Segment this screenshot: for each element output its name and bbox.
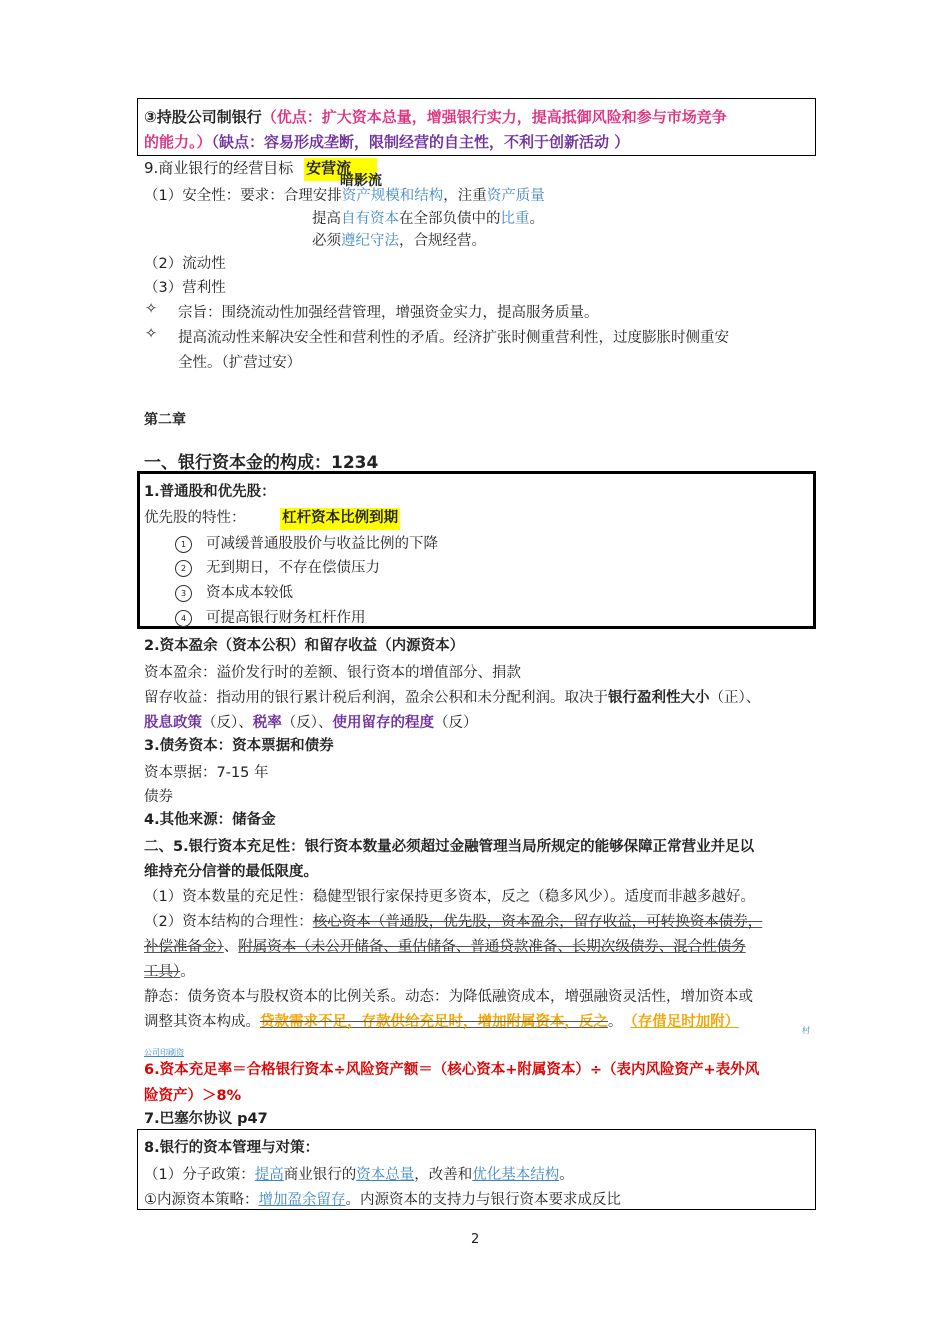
section2-title: 2.资本盈余（资本公积）和留存收益（内源资本） [144,638,465,654]
pref-item-1-text: 可减缓普通股股价与收益比例的下降 [206,536,438,552]
pref-item-4-text: 可提高银行财务杠杆作用 [206,610,366,626]
bullet-2-text-1: 提高流动性来解决安全性和营利性的矛盾。经济扩张时侧重营利性，过度膨胀时侧重安 [178,330,729,346]
surplus-line: 资本盈余：溢价发行时的差额、银行资本的增值部分、捐款 [144,665,521,681]
numerator-mid: 商业银行的 [283,1167,357,1183]
pref-label: 优先股的特性： [144,510,246,526]
safety2-end: 。 [529,211,544,227]
tax-rate: 税率 [252,715,282,731]
safety-line-3 [312,229,486,250]
item9-label: 9.商业银行的经营目标 [144,159,294,177]
box8-line-2 [144,1188,621,1209]
safety-label: （1）安全性：要求：合理安排 [144,188,342,204]
section3-title: 3.债务资本：资本票据和债券 [144,738,334,754]
dividend-policy: 股息政策 [144,715,202,731]
retention-usage: 使用留存的程度 [332,715,434,731]
liquidity-item: （2）流动性 [144,256,226,272]
section5-title-2: 维持充分信誉的最低限度。 [144,864,318,880]
basel-accord: 7.巴塞尔协议 p47 [144,1111,268,1127]
pref-item-3 [175,581,293,602]
numerator-end: 。 [559,1167,574,1183]
safety-line-2 [312,207,544,228]
retained-line-1 [144,686,760,707]
bullet-2-text-2: 全性。（扩营过安） [178,355,302,371]
static-end: 。 [608,1014,623,1030]
num-3-icon: 3 [175,585,192,602]
holding-line-1 [144,106,727,127]
capital-notes: 资本票据：7-15 年 [144,765,269,781]
total-capital-link: 资本总量 [356,1167,415,1183]
retained-mid: （正）、 [709,690,761,706]
loan-demand-note: 贷款需求不足，存款供给充足时，增加附属资本，反之 [260,1014,608,1030]
profit-item: （3）营利性 [144,280,226,296]
bullet-1-text: 宗旨：围绕流动性加强经营管理，增强资金实力，提高服务质量。 [178,305,599,321]
retained-l2-b: （反）、 [202,715,253,731]
stock-box-title: 1.普通股和优先股： [144,484,276,500]
bullet-2-icon: ✧ [145,326,158,342]
section5-title-1: 二、5.银行资本充足性：银行资本数量必须超过金融管理当局所规定的能够保障正常营业并足以 [144,839,755,855]
retained-l2-d: （反）、 [281,715,333,731]
raise-link: 提高 [254,1167,284,1183]
safety3-end: ，合规经营。 [399,233,486,249]
item9-overlay-text: 暗影流 [340,173,382,189]
safety2-blue-2: 比重 [500,211,530,227]
mnemonic-note: （存借足时加附） [630,1014,740,1030]
safety3-prefix: 必须 [312,233,341,249]
safety2-prefix: 提高 [312,211,341,227]
safety3-blue: 遵纪守法 [341,233,399,249]
tiny-note-2: 公司印刷资 [144,1048,184,1057]
numerator-mid2: ，改善和 [414,1167,473,1183]
retained-bold: 银行盈利性大小 [608,690,710,706]
chapter-heading: 一、银行资本金的构成：1234 [144,453,379,473]
safety-mid-1: ，注重 [443,188,487,204]
capital-adequacy-2: 险资产）＞8% [144,1088,242,1104]
capital-structure-1 [144,910,762,931]
safety-blue-1: 资产规模和结构 [341,188,444,204]
pref-item-4 [175,606,366,627]
static-prefix: 调整其资本构成。 [144,1014,260,1030]
pref-item-2-text: 无到期日，不存在偿债压力 [206,560,380,576]
page-number: 2 [471,1232,480,1247]
item9-highlight: 安营流 [304,158,377,181]
static-line-2 [144,1010,739,1031]
holding-pros: （优点：扩大资本总量，增强银行实力，提高抵御风险和参与市场竞争 [261,108,727,126]
box8-title: 8.银行的资本管理与对策： [144,1140,320,1156]
struct-prefix: （2）资本结构的合理性： [144,914,313,930]
holding-pros-end: 的能力。） [144,133,212,151]
supplementary-capital: 附属资本（未公开储备、重估储备、普通贷款准备、长期次级债券、混合性债务 [238,939,746,955]
chapter-title: 第二章 [144,412,186,428]
holding-title: ③持股公司制银行 [144,108,262,126]
num-4-icon: 4 [175,610,192,627]
capital-adequacy-1: 6.资本充足率＝合格银行资本÷风险资产额＝（核心资本+附属资本）÷（表内风险资产+表外风 [144,1062,760,1078]
capital-structure-2 [144,935,746,956]
retained-line-2 [144,711,478,732]
struct-sep: 、 [223,939,239,955]
capital-structure-3 [144,960,195,981]
pref-line [144,506,400,527]
retained-l2-f: （反） [434,715,478,731]
pref-item-2 [175,556,380,577]
pref-item-1 [175,532,438,553]
capital-quantity: （1）资本数量的充足性：稳健型银行家保持更多资本，反之（稳多风少）。适度而非越多越好。 [144,889,755,905]
box8-line-1 [144,1163,574,1184]
bonds: 债券 [144,789,173,805]
safety-line-1 [144,184,545,205]
compensation-reserve: 补偿准备金） [144,939,224,955]
struct-end: 。 [180,964,195,980]
tiny-note-1: 村 [802,1026,810,1035]
safety-blue-2: 资产质量 [486,188,545,204]
pref-item-3-text: 资本成本较低 [206,585,293,601]
holding-cons: （缺点：容易形成垄断，限制经营的自主性，不利于创新活动 ） [211,133,630,151]
holding-line-2 [144,131,629,152]
numerator-prefix: （1）分子政策： [144,1167,255,1183]
internal-end: 。内源资本的支持力与银行资本要求成反比 [345,1192,621,1208]
num-2-icon: 2 [175,560,192,577]
bullet-1-icon: ✧ [145,301,158,317]
optimize-structure-link: 优化基本结构 [472,1167,560,1183]
tools: 工具） [144,964,181,980]
pref-highlight: 杠杆资本比例到期 [280,508,400,530]
internal-prefix: ①内源资本策略： [144,1192,259,1208]
num-1-icon: 1 [175,536,192,553]
static-line-1: 静态：债务资本与股权资本的比例关系。动态：为降低融资成本，增强融资灵活性，增加资本或 [144,989,753,1005]
section4-title: 4.其他来源：储备金 [144,812,276,828]
safety2-blue: 自有资本 [341,211,399,227]
core-capital: 核心资本（普通股，优先股，资本盈余，留存收益，可转换资本债券， [312,914,763,930]
retained-prefix: 留存收益：指动用的银行累计税后利润，盈余公积和未分配利润。取决于 [144,690,608,706]
safety2-mid: 在全部负债中的 [399,211,501,227]
retain-earnings-link: 增加盈余留存 [258,1192,346,1208]
